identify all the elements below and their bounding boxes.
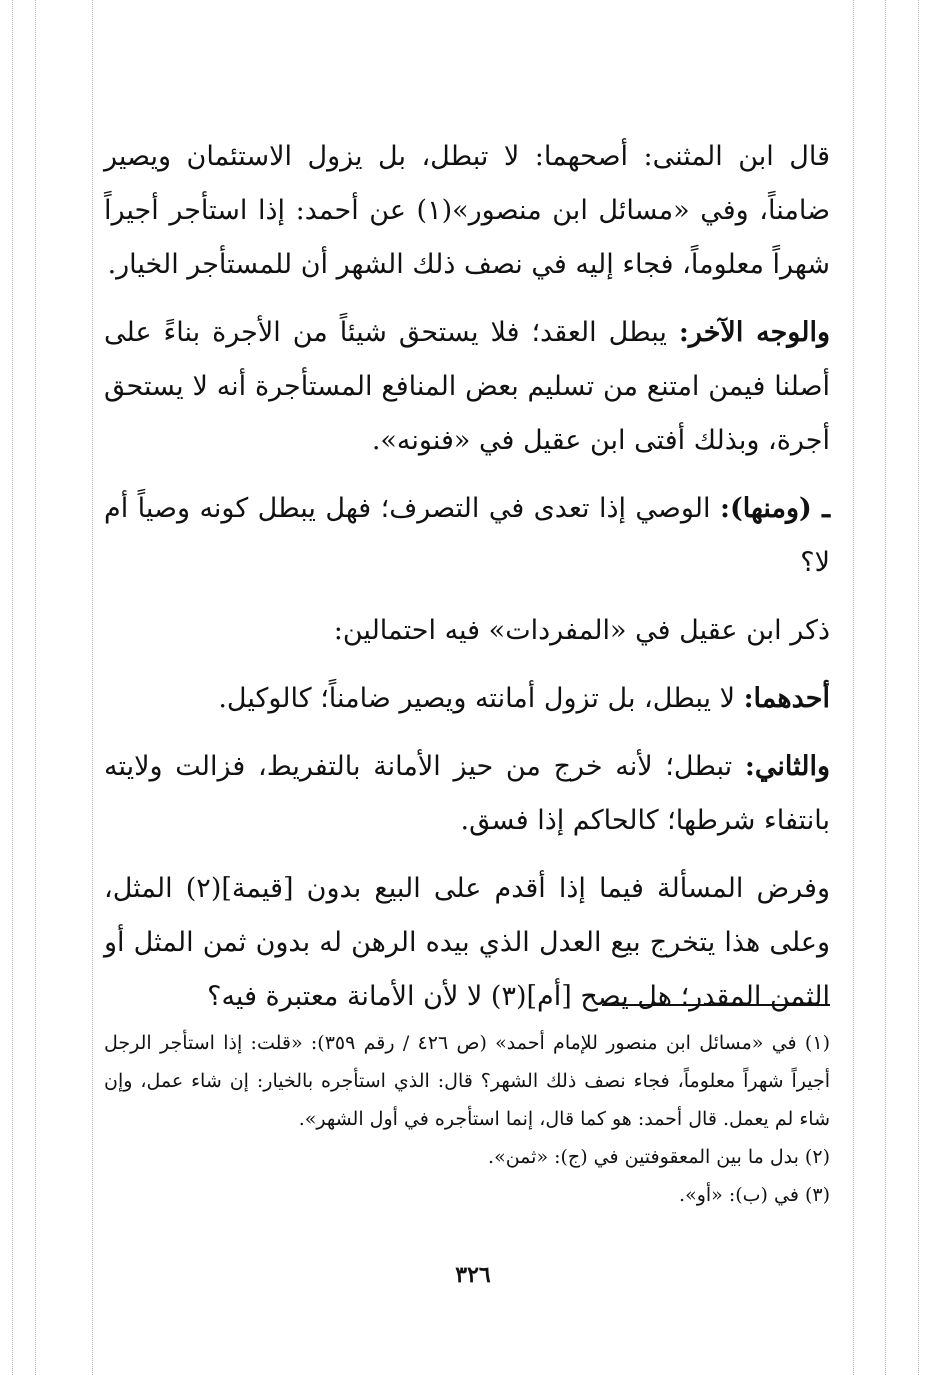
paragraph-lead: أحدهما: [743,683,830,714]
paragraph [104,306,830,468]
paragraph-lead: ـ (ومنها): [719,493,830,524]
scan-dotted-line [918,0,919,1375]
footnote: (١) في «مسائل ابن منصور للإمام أحمد» (ص ٤٢٦ / رقم ٣٥٩): «قلت: إذا استأجر الرجل أجيراً شهراً معلوماً، فجاء نصف ذلك الشهر؟ قال: الذي استأجره بالخيار: إن شاء عمل، وإن شاء لم يعمل. قال أحمد: هو كما قال، إنما استأجره في أول الشهر». [104,1032,830,1130]
paragraph [104,130,830,292]
paragraph-text: يبطل العقد؛ فلا يستحق شيئاً من الأجرة بناءً على أصلنا فيمن امتنع من تسليم بعض المنافع المستأجرة أنه لا يستحق أجرة، وبذلك أفتى ابن عقيل في «فنونه». [104,317,830,456]
scan-dotted-line [885,0,886,1375]
paragraph-text: تبطل؛ لأنه خرج من حيز الأمانة بالتفريط، فزالت ولايته بانتفاء شرطها؛ كالحاكم إذا فسق. [104,751,830,836]
paragraph [104,604,830,658]
scan-dotted-line [853,0,854,1375]
paragraph-lead: والثاني: [744,751,830,782]
scan-dotted-line [12,0,13,1375]
main-text [104,130,830,1024]
scan-dotted-line [92,0,93,1375]
paragraph-text: لا يبطل، بل تزول أمانته ويصير ضامناً؛ كالوكيل. [218,683,744,714]
paragraph [104,672,830,726]
paragraph-text: ذكر ابن عقيل في «المفردات» فيه احتمالين: [333,615,830,646]
scan-dotted-line [35,0,36,1375]
footnote-divider [602,1004,830,1006]
paragraph-lead: والوجه الآخر: [678,317,830,348]
paragraph [104,862,830,1024]
paragraph [104,740,830,848]
paragraph-text: قال ابن المثنى: أصحهما: لا تبطل، بل يزول الاستئمان ويصير ضامناً، وفي «مسائل ابن منصور»(١) عن أحمد: إذا استأجر أجيراً شهراً معلوماً، فجاء إليه في نصف ذلك الشهر أن للمستأجر الخيار. [104,141,831,280]
paragraph [104,482,830,590]
paragraph-text: الوصي إذا تعدى في التصرف؛ فهل يبطل كونه وصياً أم لا؟ [104,493,830,578]
footnote: (٣) في (ب): «أو». [679,1184,830,1206]
paragraph-text: وفرض المسألة فيما إذا أقدم على البيع بدون [قيمة](٢) المثل، وعلى هذا يتخرج بيع العدل الذي بيده الرهن له بدون ثمن المثل أو الثمن المقدر؛ هل يصح [أم](٣) لا لأن الأمانة معتبرة فيه؟ [104,873,831,1012]
footnote: (٢) بدل ما بين المعقوفتين في (ج): «ثمن». [488,1146,830,1168]
page-number: ٣٢٦ [455,1262,491,1288]
footnotes [104,1024,830,1214]
